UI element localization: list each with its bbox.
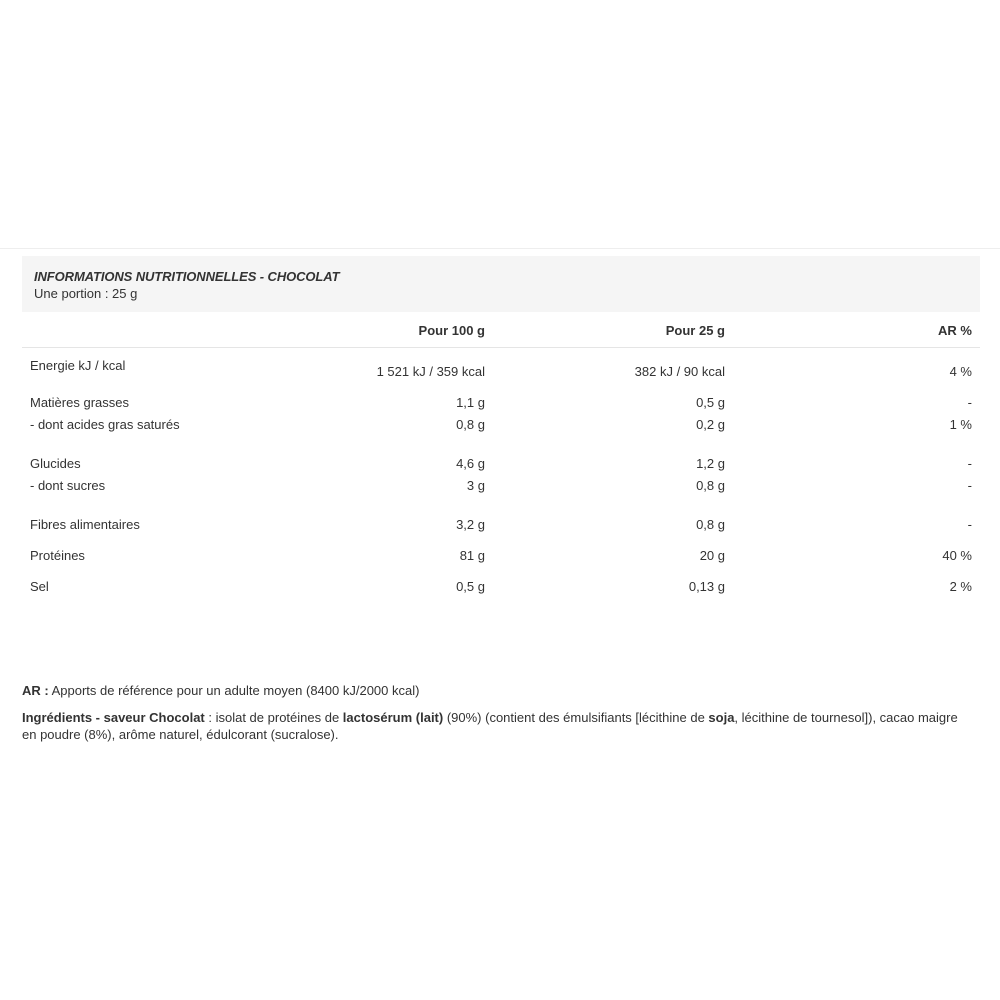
value-per-25g: 0,8 g	[696, 516, 725, 532]
ingredients-text-2: (90%) (contient des émulsifiants [lécithine de	[443, 710, 709, 725]
value-per-25g: 0,8 g	[696, 478, 725, 493]
value-ar: -	[967, 478, 972, 493]
nutrient-label: Glucides	[30, 455, 81, 471]
value-per-100g: 3,2 g	[456, 516, 485, 532]
table-row	[22, 501, 980, 532]
table-row	[22, 410, 980, 440]
nutrition-panel	[22, 256, 980, 594]
nutrition-title: INFORMATIONS NUTRITIONNELLES - CHOCOLAT	[34, 269, 340, 284]
nutrient-label: Fibres alimentaires	[30, 516, 140, 532]
value-ar: -	[967, 455, 972, 471]
nutrition-notes	[22, 682, 962, 753]
value-per-100g: 4,6 g	[456, 455, 485, 471]
table-row	[22, 347, 980, 379]
value-ar: 40 %	[942, 547, 972, 563]
ar-note-label: AR :	[22, 683, 49, 698]
column-header-ar: AR %	[733, 312, 980, 347]
value-ar: 2 %	[949, 578, 972, 594]
table-row	[22, 379, 980, 410]
ar-note-text: Apports de référence pour un adulte moyen (8400 kJ/2000 kcal)	[48, 683, 420, 698]
value-per-25g: 382 kJ / 90 kcal	[634, 363, 725, 379]
table-row	[22, 563, 980, 594]
column-header-nutrient	[22, 312, 253, 347]
ingredients-label: Ingrédients - saveur Chocolat	[22, 710, 205, 725]
table-row	[22, 471, 980, 501]
value-ar: -	[967, 516, 972, 532]
ingredients-text-1: : isolat de protéines de	[204, 710, 343, 725]
value-ar: 1 %	[949, 417, 972, 432]
value-per-25g: 1,2 g	[696, 455, 725, 471]
value-per-25g: 20 g	[699, 547, 725, 563]
table-header-row	[22, 312, 980, 347]
ingredients-text-3: , lécithine de tournesol]), cacao maigre en poudre (8%), arôme naturel, édulcorant (sucralose).	[22, 710, 958, 742]
table-row	[22, 532, 980, 563]
value-per-25g: 0,13 g	[688, 578, 725, 594]
nutrition-header	[22, 256, 980, 312]
value-per-25g: 0,5 g	[696, 394, 725, 410]
ar-note	[22, 682, 962, 699]
column-header-per-100g: Pour 100 g	[253, 312, 493, 347]
value-ar: 4 %	[949, 363, 972, 379]
allergen-lactoserum: lactosérum (lait)	[342, 710, 444, 725]
value-per-100g: 81 g	[459, 547, 485, 563]
value-ar: -	[967, 394, 972, 410]
top-divider	[0, 248, 1000, 249]
value-per-100g: 0,8 g	[456, 417, 485, 432]
allergen-soja: soja	[708, 710, 735, 725]
value-per-100g: 0,5 g	[456, 578, 485, 594]
value-per-100g: 1 521 kJ / 359 kcal	[376, 363, 485, 379]
nutrient-label: - dont sucres	[30, 478, 106, 493]
nutrient-label: - dont acides gras saturés	[30, 417, 180, 432]
nutrient-label: Protéines	[30, 547, 85, 563]
value-per-100g: 1,1 g	[456, 394, 485, 410]
nutrition-table	[22, 312, 980, 594]
nutrient-label: Matières grasses	[30, 394, 129, 410]
value-per-100g: 3 g	[466, 478, 485, 493]
nutrient-label: Sel	[30, 578, 49, 594]
portion-size: Une portion : 25 g	[34, 286, 138, 301]
value-per-25g: 0,2 g	[696, 417, 725, 432]
table-row	[22, 440, 980, 471]
column-header-per-25g: Pour 25 g	[493, 312, 733, 347]
nutrient-label: Energie kJ / kcal	[30, 357, 126, 373]
ingredients-note	[22, 709, 962, 743]
